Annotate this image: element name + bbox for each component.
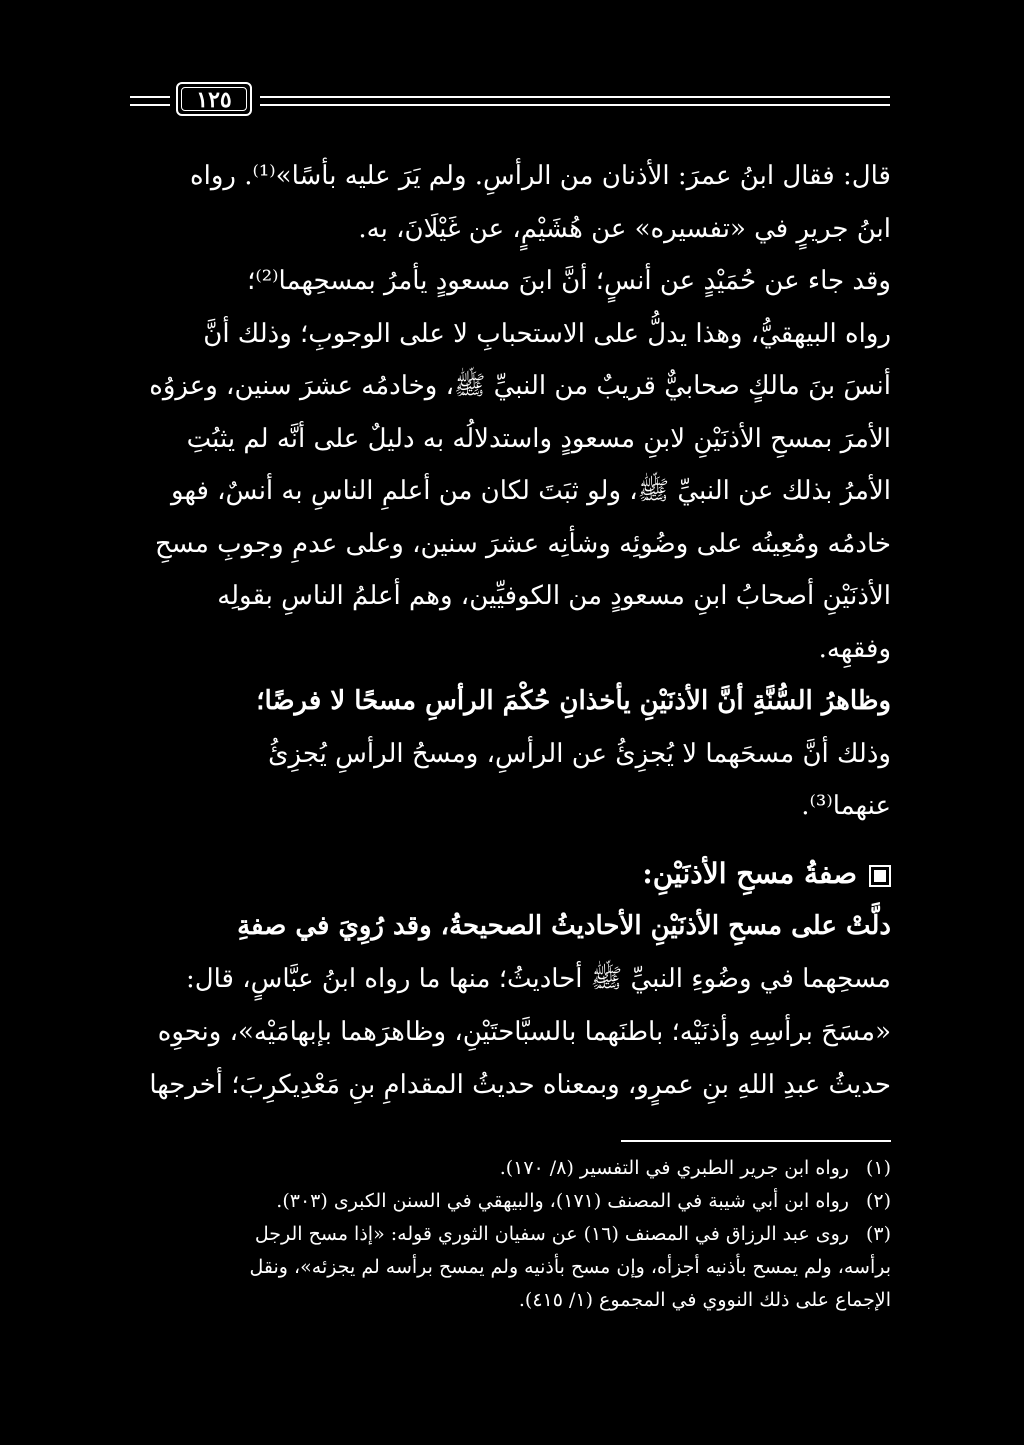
footnote-text: رواه ابن أبي شيبة في المصنف (١٧١)، والبيهقي في السنن الكبرى (٣٠٣). bbox=[276, 1190, 849, 1212]
footnotes bbox=[133, 1152, 891, 1317]
footnote-divider bbox=[621, 1140, 891, 1142]
section-heading bbox=[133, 848, 891, 900]
footnote-number: (١) bbox=[865, 1157, 891, 1179]
header-rule-left bbox=[130, 96, 170, 106]
footnote-continuation: الإجماع على ذلك النووي في المجموع (١/ ٤١٥). bbox=[518, 1289, 891, 1311]
text-line: «مسَحَ برأسِهِ وأذنَيْه؛ باطنَهما بالسبَّاحتَيْنِ، وظاهرَهما بإبهامَيْه»، ونحوِه bbox=[157, 1017, 891, 1047]
text-line: رواه البيهقيُّ، وهذا يدلُّ على الاستحبابِ لا على الوجوبِ؛ وذلك أنَّ bbox=[203, 318, 891, 349]
text-line: أنسَ بنَ مالكٍ صحابيٌّ قريبٌ من النبيِّ ﷺ، وخادمُه عشرَ سنين، وعزوُه bbox=[149, 371, 891, 401]
text-line: عنهما⁽³⁾. bbox=[801, 791, 891, 821]
footnote-item bbox=[133, 1218, 891, 1251]
footnote-number: (٣) bbox=[865, 1223, 891, 1245]
text-line: ابنُ جريرٍ في «تفسيره» عن هُشَيْمٍ، عن غَيْلَانَ، به. bbox=[358, 213, 891, 244]
footnote-text: رواه ابن جرير الطبري في التفسير (٨/ ١٧٠). bbox=[499, 1157, 849, 1179]
text-line: الأمرُ بذلك عن النبيِّ ﷺ، ولو ثبَتَ لكان من أعلمِ الناسِ به أنسٌ، فهو bbox=[171, 476, 891, 506]
text-line: مسحِهما في وضُوءِ النبيِّ ﷺ أحاديثُ؛ منها ما رواه ابنُ عبَّاسٍ، قال: bbox=[185, 964, 891, 994]
page-number-frame bbox=[176, 82, 252, 116]
text-line: حديثُ عبدِ اللهِ بنِ عمرٍو، وبمعناه حديثُ المقدامِ بنِ مَعْدِيكرِبَ؛ أخرجها bbox=[149, 1070, 891, 1100]
footnote-text: روى عبد الرزاق في المصنف (١٦) عن سفيان الثوري قوله: «إذا مسح الرجل bbox=[254, 1223, 849, 1245]
footnote-continuation: برأسه، ولم يمسح بأذنيه أجزأه، وإن مسح بأذنيه ولم يمسح برأسه لم يجزئه»، ونقل bbox=[249, 1256, 891, 1278]
footnote-item bbox=[133, 1152, 891, 1185]
footnote-number: (٢) bbox=[865, 1190, 891, 1212]
bold-text-line: وظاهرُ السُّنَّةِ أنَّ الأذنَيْنِ يأخذانِ حُكْمَ الرأسِ مسحًا لا فرضًا؛ bbox=[256, 686, 891, 716]
header-rule-right bbox=[260, 96, 890, 106]
text-line: خادمُه ومُعِينُه على وضُوئِه وشأنِه عشرَ سنين، وعلى عدمِ وجوبِ مسحِ bbox=[155, 528, 891, 559]
main-text bbox=[133, 150, 891, 833]
section-text bbox=[133, 900, 891, 1112]
section-heading-text: صفةُ مسحِ الأذنَيْنِ: bbox=[642, 857, 857, 890]
text-line: وقد جاء عن حُمَيْدٍ عن أنسٍ؛ أنَّ ابنَ مسعودٍ يأمرُ بمسحِهما⁽²⁾؛ bbox=[247, 266, 891, 296]
page-number: ١٢٥ bbox=[196, 87, 232, 113]
page-header bbox=[130, 82, 890, 122]
text-line: الأذنَيْنِ أصحابُ ابنِ مسعودٍ من الكوفيِّين، وهم أعلمُ الناسِ بقولِه bbox=[217, 581, 891, 611]
text-line: الأمرَ بمسحِ الأذنَيْنِ لابنِ مسعودٍ واستدلالُه به دليلٌ على أنَّه لم يثبُتِ bbox=[186, 423, 891, 454]
bold-text-line: دلَّتْ على مسحِ الأذنَيْنِ الأحاديثُ الصحيحةُ، وقد رُوِيَ في صفةِ bbox=[237, 911, 891, 941]
text-line: وذلك أنَّ مسحَهما لا يُجزِئُ عن الرأسِ، ومسحُ الرأسِ يُجزِئُ bbox=[268, 738, 891, 769]
text-line: وفقهِه. bbox=[818, 633, 891, 664]
footnote-item bbox=[133, 1185, 891, 1218]
heading-ornament-icon bbox=[869, 865, 891, 887]
text-line: قال: فقال ابنُ عمرَ: الأذنان من الرأسِ. ولم يَرَ عليه بأسًا»⁽¹⁾. رواه bbox=[189, 161, 891, 191]
